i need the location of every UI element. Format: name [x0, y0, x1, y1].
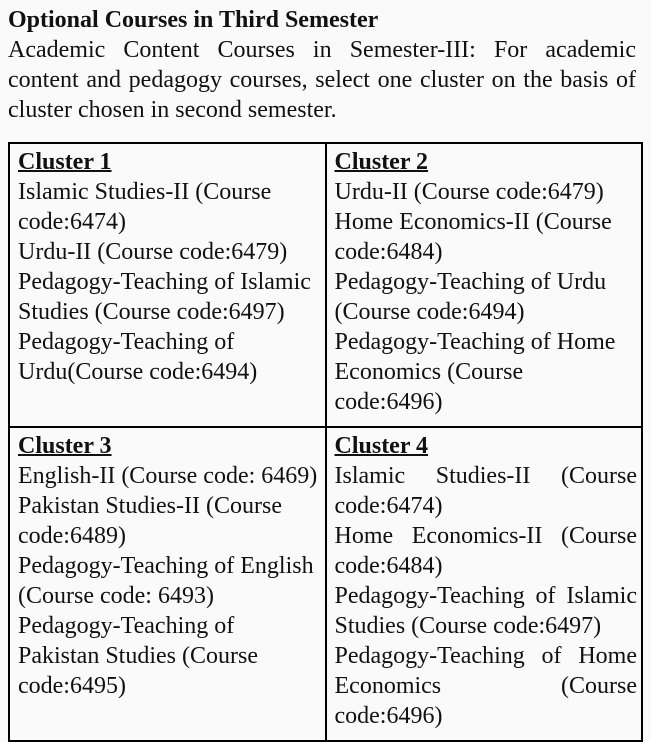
cluster-3-heading-text: Cluster 3: [18, 433, 112, 459]
course-item: Home Economics-II (Course code:6484): [334, 523, 637, 579]
course-item: Pedagogy-Teaching of English (Course code: 6493): [18, 553, 314, 609]
table-row: [9, 143, 642, 427]
cluster-2-cell: [326, 143, 643, 427]
course-item: Pedagogy-Teaching of Urdu (Course code:6494): [334, 269, 607, 325]
cluster-4-heading-text: Cluster 4: [334, 433, 429, 459]
clusters-table: [8, 142, 643, 742]
course-item: Pedagogy-Teaching of Islamic Studies (Course code:6497): [18, 269, 311, 325]
table-row: [9, 427, 642, 741]
cluster-4-cell: [326, 427, 643, 741]
cluster-2-heading-text: Cluster 2: [334, 149, 429, 175]
course-item: Urdu-II (Course code:6479): [334, 179, 604, 205]
course-item: Pedagogy-Teaching of Home Economics (Course code:6496): [334, 643, 637, 729]
page-title: Optional Courses in Third Semester: [8, 7, 379, 33]
course-item: Pedagogy-Teaching of Pakistan Studies (Course code:6495): [18, 613, 258, 699]
course-item: Urdu-II (Course code:6479): [18, 239, 288, 265]
cluster-1-cell: [9, 143, 326, 427]
cluster-1-course-list: [18, 177, 321, 387]
course-item: Pedagogy-Teaching of Islamic Studies (Course code:6497): [334, 583, 637, 639]
course-item: Pakistan Studies-II (Course code:6489): [18, 493, 282, 549]
cluster-1-heading-text: Cluster 1: [18, 149, 112, 175]
course-item: Islamic Studies-II (Course code:6474): [18, 179, 272, 235]
cluster-3-course-list: [18, 461, 321, 701]
course-item: Pedagogy-Teaching of Urdu(Course code:6494): [18, 329, 258, 385]
cluster-1-heading: [18, 147, 321, 177]
course-item: Pedagogy-Teaching of Home Economics (Course code:6496): [334, 329, 616, 415]
cluster-3-cell: [9, 427, 326, 741]
cluster-4-heading: [335, 431, 638, 461]
cluster-2-course-list: [335, 177, 638, 417]
course-item: Home Economics-II (Course code:6484): [334, 209, 612, 265]
intro-paragraph: Academic Content Courses in Semester-III: For academic content and pedagogy courses, select one cluster on the basis of cluster chosen in second semester.: [8, 37, 636, 123]
course-item: Islamic Studies-II (Course code:6474): [334, 463, 637, 519]
cluster-2-heading: [335, 147, 638, 177]
course-item: English-II (Course code: 6469): [18, 463, 318, 489]
cluster-3-heading: [18, 431, 321, 461]
cluster-4-course-list: [335, 461, 638, 731]
